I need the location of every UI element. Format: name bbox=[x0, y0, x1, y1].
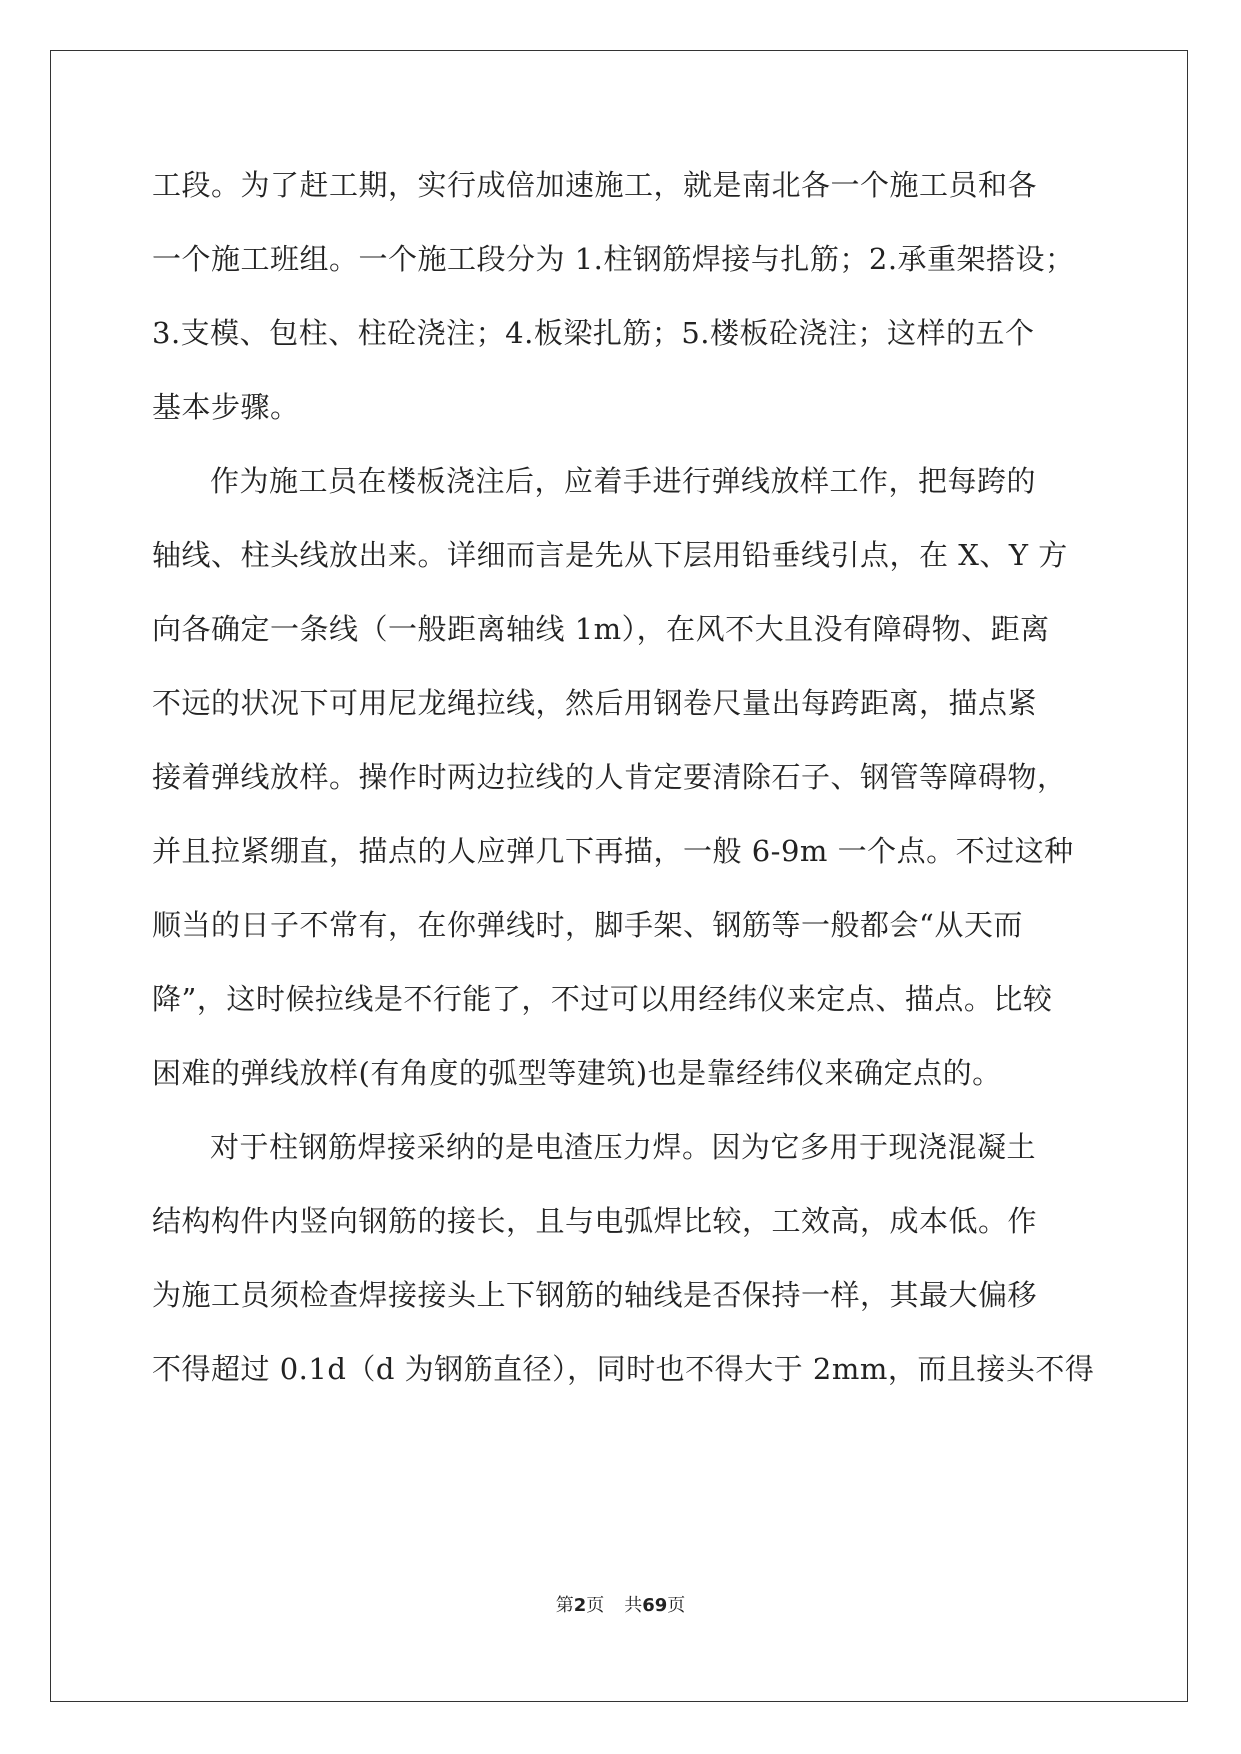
text-line: 顺当的日子不常有，在你弹线时，脚手架、钢筋等一般都会“从天而 bbox=[152, 908, 1023, 942]
text-line: 不得超过 0.1d（d 为钢筋直径），同时也不得大于 2mm，而且接头不得 bbox=[152, 1352, 1095, 1386]
text-line: 接着弹线放样。操作时两边拉线的人肯定要清除石子、钢管等障碍物， bbox=[152, 760, 1067, 794]
paragraph-first-line: 对于柱钢筋焊接采纳的是电渣压力焊。因为它多用于现浇混凝土 bbox=[210, 1130, 1037, 1164]
footer-page-prefix: 第 bbox=[555, 1595, 574, 1616]
footer-page-current: 2 bbox=[573, 1595, 587, 1616]
text-line: 困难的弹线放样(有角度的弧型等建筑)也是靠经纬仪来确定点的。 bbox=[152, 1056, 1002, 1090]
text-line: 轴线、柱头线放出来。详细而言是先从下层用铅垂线引点，在 X、Y 方 bbox=[152, 538, 1068, 572]
text-line: 为施工员须检查焊接接头上下钢筋的轴线是否保持一样，其最大偏移 bbox=[152, 1278, 1038, 1312]
text-line: 3.支模、包柱、柱砼浇注；4.板梁扎筋；5.楼板砼浇注；这样的五个 bbox=[152, 316, 1035, 350]
page-border bbox=[50, 50, 1188, 1702]
paragraph-first-line: 作为施工员在楼板浇注后，应着手进行弹线放样工作，把每跨的 bbox=[210, 464, 1037, 498]
footer-total-prefix: 共 bbox=[624, 1595, 643, 1616]
text-line: 基本步骤。 bbox=[152, 390, 300, 424]
footer-page-total: 69 bbox=[642, 1595, 668, 1616]
text-line: 一个施工班组。一个施工段分为 1.柱钢筋焊接与扎筋；2.承重架搭设； bbox=[152, 242, 1075, 276]
footer-page-mid: 页 bbox=[586, 1595, 605, 1616]
text-line: 结构构件内竖向钢筋的接长，且与电弧焊比较，工效高，成本低。作 bbox=[152, 1204, 1038, 1238]
text-line: 工段。为了赶工期，实行成倍加速施工，就是南北各一个施工员和各 bbox=[152, 168, 1038, 202]
text-line: 并且拉紧绷直，描点的人应弹几下再描，一般 6-9m 一个点。不过这种 bbox=[152, 834, 1074, 868]
text-line: 降”，这时候拉线是不行能了，不过可以用经纬仪来定点、描点。比较 bbox=[152, 982, 1053, 1016]
footer-total-suffix: 页 bbox=[667, 1595, 686, 1616]
text-line: 不远的状况下可用尼龙绳拉线，然后用钢卷尺量出每跨距离，描点紧 bbox=[152, 686, 1038, 720]
page-footer bbox=[0, 1594, 1241, 1618]
text-line: 向各确定一条线（一般距离轴线 1m），在风不大且没有障碍物、距离 bbox=[152, 612, 1050, 646]
